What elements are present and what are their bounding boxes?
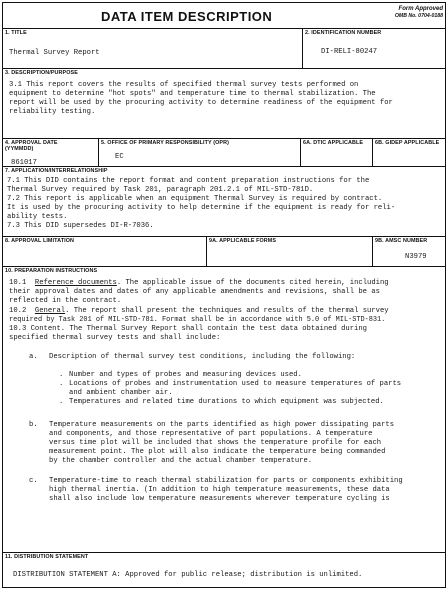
- para-line: their approval dates and dates of any applicable amendments and revisions, shall be as: [9, 288, 380, 296]
- application-line: 7.1 This DID contains the report format and content preparation instructions for the: [7, 177, 370, 185]
- bullet-marker: .: [59, 398, 64, 406]
- para-line: 10.3 Content. The Thermal Survey Report shall contain the test data obtained during: [9, 325, 367, 333]
- description-line: 3.1 This report covers the results of specified thermal survey tests performed on: [9, 81, 359, 89]
- bullet-text: Number and types of probes and measuring devices used.: [69, 371, 302, 379]
- description-line: report will be used by the procuring activity to determine readiness of the equipment for: [9, 99, 393, 107]
- description-line: equipment to determine "hot spots" and temperature time to thermal stabilization. The: [9, 90, 376, 98]
- bullet-text: Locations of probes and instrumentation used to measure temperatures of parts: [69, 380, 402, 388]
- list-item-c-marker: c.: [29, 477, 38, 485]
- block-identification-number: [303, 29, 445, 69]
- application-line: 7.2 This report is applicable when an equipment Thermal Survey is required by contract.: [7, 195, 383, 203]
- list-item-c-line: Temperature-time to reach thermal stabilization for parts or components exhibiting: [49, 477, 403, 485]
- bullet-marker: .: [59, 380, 64, 388]
- application-line: 7.3 This DID supersedes DI-R-7036.: [7, 222, 154, 230]
- para-heading: General: [34, 307, 66, 315]
- form-title: DATA ITEM DESCRIPTION: [101, 9, 273, 24]
- para-text: . The report shall present the techniques and results of the thermal survey: [65, 307, 389, 315]
- list-item-b-line: versus time plot will be included that shows the temperature profile for each: [49, 439, 382, 447]
- distribution-statement-label: 11. DISTRIBUTION STATEMENT: [5, 554, 89, 560]
- para-10-2-first-line: [9, 307, 389, 316]
- description-line: reliability testing.: [9, 108, 96, 116]
- approval-date-label: 4. APPROVAL DATE: [5, 140, 58, 146]
- description-purpose-label: 3. DESCRIPTION/PURPOSE: [5, 70, 78, 76]
- para-line: reflected in the contract.: [9, 297, 122, 305]
- form-approved-box: [381, 3, 445, 29]
- block-distribution-statement: [3, 553, 445, 587]
- form-approved-label: Form Approved: [398, 6, 443, 12]
- bullet-text: and ambient chamber air.: [69, 389, 173, 397]
- approval-limitation-label: 8. APPROVAL LIMITATION: [5, 238, 74, 244]
- preparation-instructions-label: 10. PREPARATION INSTRUCTIONS: [5, 268, 98, 274]
- application-line: Thermal Survey required by Task 201, paragraph 201.2.1 of MIL-STD-781D.: [7, 186, 314, 194]
- application-line: It is used by the procuring activity to help determine if the equipment is ready for reli-: [7, 204, 396, 212]
- identification-number-value: DI-RELI-80247: [321, 48, 378, 56]
- block-title-label: 1. TITLE: [5, 30, 27, 36]
- application-interrelationship-label: 7. APPLICATION/INTERRELATIONSHIP: [5, 168, 108, 174]
- list-item-c-line: shall also include low temperature measurements wherever temperature cycling is: [49, 495, 390, 503]
- list-item-a-text: Description of thermal survey test conditions, including the following:: [49, 353, 356, 361]
- block-applicable-forms: [207, 237, 373, 267]
- para-line: specified thermal survey tests and shall include:: [9, 334, 221, 342]
- block-dtic-applicable: [301, 139, 373, 167]
- list-item-c-line: high thermal inertia. (In addition to high temperature measurements, these data: [49, 486, 390, 494]
- amsc-number-value: N3979: [405, 253, 427, 261]
- approval-date-format: (YYMMDD): [5, 146, 34, 152]
- approval-date-value: 861017: [11, 159, 37, 167]
- distribution-statement-text: DISTRIBUTION STATEMENT A: Approved for public release; distribution is unlimited.: [13, 571, 363, 579]
- list-item-b-line: by the chamber controller and the actual chamber temperature.: [49, 457, 313, 465]
- para-line: required by Task 201 of MIL-STD-781. Format shall be in accordance with 5.0 of MIL-STD-831.: [9, 316, 386, 324]
- title-value: Thermal Survey Report: [9, 49, 100, 57]
- applicable-forms-label: 9A. APPLICABLE FORMS: [209, 238, 277, 244]
- block-application-interrelationship: [3, 167, 445, 237]
- bullet-marker: .: [59, 371, 64, 379]
- block-amsc-number: [373, 237, 445, 267]
- list-item-a-marker: a.: [29, 353, 38, 361]
- para-number: 10.2: [9, 307, 27, 315]
- block-preparation-instructions: [3, 267, 445, 553]
- block-gidep-applicable: [373, 139, 445, 167]
- dtic-applicable-label: 6A. DTIC APPLICABLE: [303, 140, 364, 146]
- block-description-purpose: [3, 69, 445, 139]
- list-item-b-line: measurement point. The plot will also indicate the temperature being commanded: [49, 448, 386, 456]
- omb-number: OMB No. 0704-0188: [394, 12, 443, 19]
- application-line: ability tests.: [7, 213, 68, 221]
- para-number: 10.1: [9, 279, 27, 287]
- block-approval-limitation: [3, 237, 207, 267]
- identification-number-label: 2. IDENTIFICATION NUMBER: [305, 30, 382, 36]
- opr-value: EC: [115, 153, 124, 161]
- list-item-b-marker: b.: [29, 421, 38, 429]
- list-item-b-line: and components, and those representative of part populations. A temperature: [49, 430, 373, 438]
- list-item-b-line: Temperature measurements on the parts identified as high power dissipating parts: [49, 421, 395, 429]
- bullet-text: Temperatures and related time durations to which equipment was subjected.: [69, 398, 384, 406]
- para-heading: Reference documents: [34, 279, 117, 287]
- block-approval-date: [3, 139, 99, 167]
- amsc-number-label: 9B. AMSC NUMBER: [375, 238, 428, 244]
- opr-label: 5. OFFICE OF PRIMARY RESPONSIBILITY (OPR): [101, 140, 229, 146]
- block-title: [3, 29, 303, 69]
- para-text: . The applicable issue of the documents cited herein, including: [116, 279, 389, 287]
- block-office-primary-responsibility: [99, 139, 301, 167]
- para-10-1-first-line: [9, 279, 389, 288]
- form-header: [3, 3, 445, 29]
- gidep-applicable-label: 6B. GIDEP APPLICABLE: [375, 140, 440, 146]
- data-item-description-form: [2, 2, 446, 588]
